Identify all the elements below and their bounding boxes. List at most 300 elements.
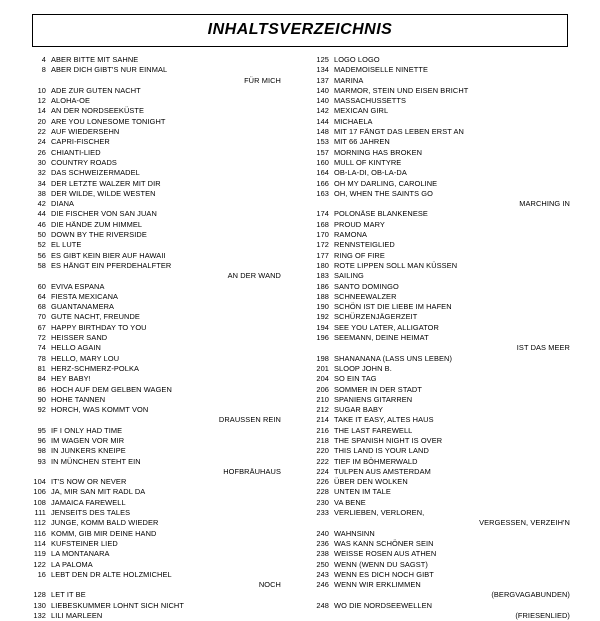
page-number: 10 — [37, 85, 46, 95]
entry-title: SEE YOU LATER, ALLIGATOR — [334, 322, 439, 332]
list-item[interactable] — [307, 580, 580, 590]
list-item[interactable] — [24, 158, 297, 168]
page-number: 119 — [33, 549, 46, 559]
page-number: 14 — [37, 106, 46, 116]
entry-title: SHANANANA (LASS UNS LEBEN) — [334, 353, 453, 363]
entry-title-continuation: MARCHING IN — [519, 199, 570, 209]
page-number: 163 — [316, 188, 329, 198]
list-item[interactable] — [307, 209, 580, 219]
entry-title: WAHNSINN — [334, 528, 375, 538]
page-number: 248 — [316, 600, 329, 610]
page-number: 190 — [316, 302, 329, 312]
page-number: 166 — [316, 178, 329, 188]
page-number: 64 — [37, 291, 46, 301]
entry-title: CAPRI-FISCHER — [51, 137, 110, 147]
entry-title: TAKE IT EASY, ALTES HAUS — [334, 415, 434, 425]
list-item[interactable] — [307, 302, 580, 312]
list-item[interactable] — [24, 240, 297, 250]
entry-title: SPANIENS GITARREN — [334, 394, 413, 404]
page-number: 92 — [37, 405, 46, 415]
entry-title: OH, WHEN THE SAINTS GO — [334, 188, 433, 198]
entry-title: LILI MARLEEN — [51, 611, 103, 621]
list-item[interactable] — [24, 230, 297, 240]
list-item[interactable] — [307, 117, 580, 127]
page-number: 46 — [37, 219, 46, 229]
entry-title-continuation: NOCH — [258, 580, 281, 590]
page-number: 52 — [37, 240, 46, 250]
entry-title: MIT 17 FÄNGT DAS LEBEN ERST AN — [334, 127, 464, 137]
list-item[interactable] — [307, 395, 580, 405]
list-item[interactable] — [24, 508, 297, 518]
title-box — [32, 14, 568, 47]
page-number: 106 — [33, 487, 46, 497]
entry-title: HOHE TANNEN — [51, 394, 106, 404]
list-item[interactable] — [24, 220, 297, 230]
list-item[interactable] — [24, 199, 297, 209]
entry-title: MORNING HAS BROKEN — [334, 147, 423, 157]
list-item[interactable] — [24, 374, 297, 384]
page-title: INHALTSVERZEICHNIS — [207, 21, 393, 38]
entry-title: MULL OF KINTYRE — [334, 157, 402, 167]
page-number: 186 — [316, 281, 329, 291]
page-number: 26 — [37, 147, 46, 157]
page-number: 122 — [33, 559, 46, 569]
list-item[interactable] — [307, 426, 580, 436]
list-item[interactable] — [307, 251, 580, 261]
list-item[interactable] — [307, 498, 580, 508]
list-item[interactable] — [24, 446, 297, 456]
list-item[interactable] — [24, 549, 297, 559]
page-number: 96 — [37, 435, 46, 445]
entry-title: SLOOP JOHN B. — [334, 363, 392, 373]
entry-title: HERZ-SCHMERZ-POLKA — [51, 363, 140, 373]
list-item[interactable] — [307, 168, 580, 178]
entry-title: MADEMOISELLE NINETTE — [334, 65, 428, 75]
entry-title: HEISSER SAND — [51, 333, 108, 343]
right-column — [307, 55, 580, 621]
page-number: 38 — [37, 188, 46, 198]
page-number: 125 — [316, 55, 329, 64]
page-number: 4 — [41, 55, 46, 64]
list-item[interactable] — [307, 65, 580, 75]
page-number: 192 — [316, 312, 329, 322]
list-item[interactable] — [307, 292, 580, 302]
list-item[interactable] — [24, 148, 297, 158]
page-number: 70 — [37, 312, 46, 322]
page-number: 50 — [37, 230, 46, 240]
entry-title: DIE HÄNDE ZUM HIMMEL — [51, 219, 143, 229]
list-item[interactable] — [307, 240, 580, 250]
entry-title: MICHAELA — [334, 116, 373, 126]
entry-title-continuation: DRAUSSEN REIN — [218, 415, 281, 425]
list-item[interactable] — [307, 457, 580, 467]
page-number: 206 — [316, 384, 329, 394]
list-item[interactable] — [307, 467, 580, 477]
entry-title: ABER DICH GIBT'S NUR EINMAL — [51, 65, 168, 75]
list-item[interactable] — [307, 261, 580, 271]
entry-title: FIESTA MEXICANA — [51, 291, 119, 301]
entry-title: VERLIEBEN, VERLOREN, — [334, 508, 425, 518]
list-item[interactable] — [307, 137, 580, 147]
page-number: 196 — [316, 333, 329, 343]
list-item[interactable] — [24, 529, 297, 539]
entry-title: WAS KANN SCHÖNER SEIN — [334, 538, 434, 548]
list-item[interactable] — [307, 86, 580, 96]
list-item[interactable] — [24, 312, 297, 322]
list-item[interactable] — [24, 65, 297, 75]
entry-title: JENSEITS DES TALES — [51, 508, 131, 518]
list-item[interactable] — [307, 189, 580, 199]
list-item[interactable] — [24, 55, 297, 65]
entry-title: MEXICAN GIRL — [334, 106, 389, 116]
entry-title: WENN (WENN DU SAGST) — [334, 559, 428, 569]
entry-title: DER LETZTE WALZER MIT DIR — [51, 178, 161, 188]
list-item[interactable] — [307, 549, 580, 559]
entry-title: SOMMER IN DER STADT — [334, 384, 422, 394]
page-number: 42 — [37, 199, 46, 209]
page-number: 84 — [37, 374, 46, 384]
entry-title: HOCH AUF DEM GELBEN WAGEN — [51, 384, 172, 394]
page-number: 16 — [37, 569, 46, 579]
page-number: 34 — [37, 178, 46, 188]
entry-title: RAMONA — [334, 230, 368, 240]
entry-title: DIANA — [51, 199, 75, 209]
page-number: 240 — [316, 528, 329, 538]
list-item[interactable] — [24, 498, 297, 508]
page-number: 32 — [37, 168, 46, 178]
list-item[interactable] — [24, 137, 297, 147]
page-number: 130 — [33, 600, 46, 610]
entry-title: JA, MIR SAN MIT RADL DA — [51, 487, 146, 497]
page-number: 68 — [37, 302, 46, 312]
list-item[interactable] — [307, 601, 580, 611]
list-item[interactable] — [307, 148, 580, 158]
list-item[interactable] — [307, 312, 580, 322]
list-item[interactable] — [307, 333, 580, 343]
list-item[interactable] — [24, 590, 297, 600]
entry-title: ES HÄNGT EIN PFERDEHALFTER — [51, 260, 172, 270]
page-number: 226 — [316, 477, 329, 487]
page-number: 168 — [316, 219, 329, 229]
list-item[interactable] — [307, 96, 580, 106]
page-number: 30 — [37, 157, 46, 167]
page-number: 194 — [316, 322, 329, 332]
entry-title: EVIVA ESPANA — [51, 281, 105, 291]
page-number: 246 — [316, 580, 329, 590]
page-number: 60 — [37, 281, 46, 291]
entry-title: THE LAST FAREWELL — [334, 425, 413, 435]
page-number: 112 — [33, 518, 46, 528]
entry-title: AN DER NORDSEEKÜSTE — [51, 106, 145, 116]
entry-title-continuation: HOFBRÄUHAUS — [223, 466, 281, 476]
list-item[interactable] — [307, 560, 580, 570]
list-item[interactable] — [24, 189, 297, 199]
list-item[interactable] — [24, 570, 297, 580]
entry-title: SAILING — [334, 271, 364, 281]
list-item[interactable] — [24, 436, 297, 446]
page-number: 183 — [316, 271, 329, 281]
list-item[interactable] — [24, 117, 297, 127]
entry-title: LIEBESKUMMER LOHNT SICH NICHT — [51, 600, 184, 610]
list-item[interactable] — [307, 529, 580, 539]
list-item[interactable] — [307, 364, 580, 374]
list-item[interactable] — [307, 282, 580, 292]
entry-title: HEY BABY! — [51, 374, 91, 384]
page-number: 12 — [37, 96, 46, 106]
entry-title: WENN WIR ERKLIMMEN — [334, 580, 421, 590]
entry-title: DER WILDE, WILDE WESTEN — [51, 188, 156, 198]
page-number: 144 — [316, 116, 329, 126]
entry-title: ALOHA-OE — [51, 96, 90, 106]
page-number: 243 — [316, 569, 329, 579]
list-item[interactable] — [24, 343, 297, 353]
list-item[interactable] — [24, 487, 297, 497]
list-item[interactable] — [24, 333, 297, 343]
page-number: 160 — [316, 157, 329, 167]
entry-title: IM WAGEN VOR MIR — [51, 435, 125, 445]
entry-title: SEEMANN, DEINE HEIMAT — [334, 333, 429, 343]
contents-columns — [14, 53, 586, 621]
page-number: 116 — [33, 528, 46, 538]
list-item[interactable] — [307, 271, 580, 281]
entry-title: MASSACHUSSETTS — [334, 96, 407, 106]
list-item[interactable] — [24, 251, 297, 261]
list-item[interactable] — [24, 539, 297, 549]
page-number: 108 — [33, 497, 46, 507]
entry-title: THIS LAND IS YOUR LAND — [334, 446, 429, 456]
entry-title: SO EIN TAG — [334, 374, 377, 384]
entry-title: DIE FISCHER VON SAN JUAN — [51, 209, 157, 219]
list-item[interactable] — [24, 518, 297, 528]
entry-title: KOMM, GIB MIR DEINE HAND — [51, 528, 157, 538]
entry-title-continuation: (BERGVAGABUNDEN) — [491, 590, 570, 600]
page-number: 58 — [37, 260, 46, 270]
list-item[interactable] — [307, 374, 580, 384]
entry-title: WO DIE NORDSEEWELLEN — [334, 600, 433, 610]
page-number: 198 — [316, 353, 329, 363]
page-number: 20 — [37, 116, 46, 126]
entry-title: VA BENE — [334, 497, 366, 507]
page-number: 148 — [316, 127, 329, 137]
entry-title: HELLO, MARY LOU — [51, 353, 120, 363]
entry-title: HAPPY BIRTHDAY TO YOU — [51, 322, 147, 332]
entry-title: SCHÖN IST DIE LIEBE IM HAFEN — [334, 302, 452, 312]
page-number: 128 — [33, 590, 46, 600]
list-item[interactable] — [24, 323, 297, 333]
page-number: 212 — [316, 405, 329, 415]
entry-title: GUTE NACHT, FREUNDE — [51, 312, 140, 322]
page-number: 22 — [37, 127, 46, 137]
list-item[interactable] — [307, 508, 580, 518]
entry-title-continuation: FÜR MICH — [244, 75, 281, 85]
page-number: 164 — [316, 168, 329, 178]
list-item[interactable] — [24, 282, 297, 292]
list-item[interactable] — [24, 168, 297, 178]
page-number: 24 — [37, 137, 46, 147]
list-item[interactable] — [307, 127, 580, 137]
list-item[interactable] — [307, 539, 580, 549]
entry-title: IN JUNKERS KNEIPE — [51, 446, 126, 456]
entry-title: WENN ES DICH NOCH GIBT — [334, 569, 434, 579]
page-number: 72 — [37, 333, 46, 343]
entry-title: LA PALOMA — [51, 559, 93, 569]
list-item[interactable] — [307, 354, 580, 364]
entry-title: OH MY DARLING, CAROLINE — [334, 178, 438, 188]
page-number: 78 — [37, 353, 46, 363]
page-number: 230 — [316, 497, 329, 507]
list-item[interactable] — [24, 426, 297, 436]
page-number: 177 — [316, 250, 329, 260]
page-number: 220 — [316, 446, 329, 456]
entry-title: ÜBER DEN WOLKEN — [334, 477, 408, 487]
list-item[interactable] — [307, 55, 580, 65]
page-number: 228 — [316, 487, 329, 497]
list-item[interactable] — [24, 405, 297, 415]
list-item[interactable] — [307, 220, 580, 230]
entry-title: ABER BITTE MIT SAHNE — [51, 55, 139, 64]
entry-title: HELLO AGAIN — [51, 343, 101, 353]
page-number: 201 — [316, 363, 329, 373]
page-number: 214 — [316, 415, 329, 425]
list-item[interactable] — [307, 76, 580, 86]
list-item[interactable] — [307, 446, 580, 456]
list-item[interactable] — [307, 385, 580, 395]
page-number: 98 — [37, 446, 46, 456]
page-number: 74 — [37, 343, 46, 353]
page-number: 134 — [316, 65, 329, 75]
list-item[interactable] — [24, 96, 297, 106]
list-item[interactable] — [24, 364, 297, 374]
entry-title: ARE YOU LONESOME TONIGHT — [51, 116, 166, 126]
entry-title-continuation: AN DER WAND — [227, 271, 281, 281]
page-number: 8 — [41, 65, 46, 75]
list-item[interactable] — [307, 106, 580, 116]
page-number: 216 — [316, 425, 329, 435]
list-item[interactable] — [24, 611, 297, 621]
entry-title: EL LUTE — [51, 240, 82, 250]
page-number: 238 — [316, 549, 329, 559]
page-number: 67 — [37, 322, 46, 332]
entry-title-continuation: IST DAS MEER — [516, 343, 570, 353]
entry-title: CHIANTI-LIED — [51, 147, 101, 157]
page-number: 218 — [316, 435, 329, 445]
entry-title: KUFSTEINER LIED — [51, 538, 118, 548]
list-item[interactable] — [307, 415, 580, 425]
entry-title: DOWN BY THE RIVERSIDE — [51, 230, 147, 240]
entry-title: SCHÜRZENJÄGERZEIT — [334, 312, 418, 322]
list-item[interactable] — [307, 323, 580, 333]
entry-title-continuation: (FRIESENLIED) — [515, 611, 570, 621]
list-item[interactable] — [307, 436, 580, 446]
entry-title: IF I ONLY HAD TIME — [51, 425, 123, 435]
list-item[interactable] — [307, 405, 580, 415]
page-number: 236 — [316, 538, 329, 548]
entry-title: AUF WIEDERSEHN — [51, 127, 120, 137]
entry-title: SUGAR BABY — [334, 405, 384, 415]
list-item[interactable] — [24, 302, 297, 312]
list-item[interactable] — [307, 570, 580, 580]
entry-title: MARINA — [334, 75, 364, 85]
list-item[interactable] — [24, 106, 297, 116]
entry-title: COUNTRY ROADS — [51, 157, 117, 167]
list-item[interactable] — [24, 127, 297, 137]
list-item[interactable] — [307, 230, 580, 240]
entry-title: JAMAICA FAREWELL — [51, 497, 126, 507]
list-item[interactable] — [24, 385, 297, 395]
entry-title: ADE ZUR GUTEN NACHT — [51, 85, 141, 95]
page-number: 81 — [37, 363, 46, 373]
entry-title: IN MÜNCHEN STEHT EIN — [51, 456, 141, 466]
page-number: 111 — [34, 508, 46, 518]
list-item[interactable] — [24, 86, 297, 96]
page-number: 210 — [316, 394, 329, 404]
page-number: 204 — [316, 374, 329, 384]
page-number: 137 — [316, 75, 329, 85]
entry-title: SCHNEEWALZER — [334, 291, 397, 301]
entry-title: THE SPANISH NIGHT IS OVER — [334, 435, 443, 445]
entry-title: MARMOR, STEIN UND EISEN BRICHT — [334, 85, 469, 95]
list-item[interactable] — [24, 477, 297, 487]
page-number: 93 — [37, 456, 46, 466]
entry-title: LET IT BE — [51, 590, 86, 600]
list-item[interactable] — [24, 292, 297, 302]
page-number: 157 — [316, 147, 329, 157]
entry-title: PROUD MARY — [334, 219, 385, 229]
entry-title: GUANTANAMERA — [51, 302, 115, 312]
entry-title: UNTEN IM TALE — [334, 487, 391, 497]
entry-title: TULPEN AUS AMSTERDAM — [334, 466, 431, 476]
list-item[interactable] — [24, 560, 297, 570]
page-number: 44 — [37, 209, 46, 219]
list-item[interactable] — [24, 179, 297, 189]
page-number: 140 — [316, 85, 329, 95]
list-item[interactable] — [24, 395, 297, 405]
entry-title: TIEF IM BÖHMERWALD — [334, 456, 418, 466]
page-number: 114 — [33, 538, 46, 548]
left-column — [24, 55, 297, 621]
page-number: 140 — [316, 96, 329, 106]
entry-title: ES GIBT KEIN BIER AUF HAWAII — [51, 250, 166, 260]
entry-title: OB-LA-DI, OB-LA-DA — [334, 168, 407, 178]
page-number: 104 — [33, 477, 46, 487]
entry-title: JUNGE, KOMM BALD WIEDER — [51, 518, 159, 528]
page-number: 95 — [37, 425, 46, 435]
list-item[interactable] — [24, 261, 297, 271]
entry-title: WEISSE ROSEN AUS ATHEN — [334, 549, 437, 559]
page-number: 56 — [37, 250, 46, 260]
page-number: 90 — [37, 394, 46, 404]
list-item[interactable] — [24, 354, 297, 364]
page-number: 172 — [316, 240, 329, 250]
list-item[interactable] — [307, 179, 580, 189]
list-item[interactable] — [307, 477, 580, 487]
list-item[interactable] — [24, 601, 297, 611]
entry-title: POLONÄSE BLANKENESE — [334, 209, 428, 219]
list-item[interactable] — [307, 158, 580, 168]
entry-title: LA MONTANARA — [51, 549, 110, 559]
page-number: 250 — [316, 559, 329, 569]
list-item[interactable] — [24, 209, 297, 219]
entry-title: ROTE LIPPEN SOLL MAN KÜSSEN — [334, 260, 458, 270]
page-number: 188 — [316, 291, 329, 301]
page-number: 222 — [316, 456, 329, 466]
list-item[interactable] — [24, 457, 297, 467]
page-number: 174 — [316, 209, 329, 219]
entry-title: LEBT DEN DR ALTE HOLZMICHEL — [51, 569, 172, 579]
page-number: 180 — [316, 260, 329, 270]
list-item[interactable] — [307, 487, 580, 497]
page-number: 153 — [316, 137, 329, 147]
